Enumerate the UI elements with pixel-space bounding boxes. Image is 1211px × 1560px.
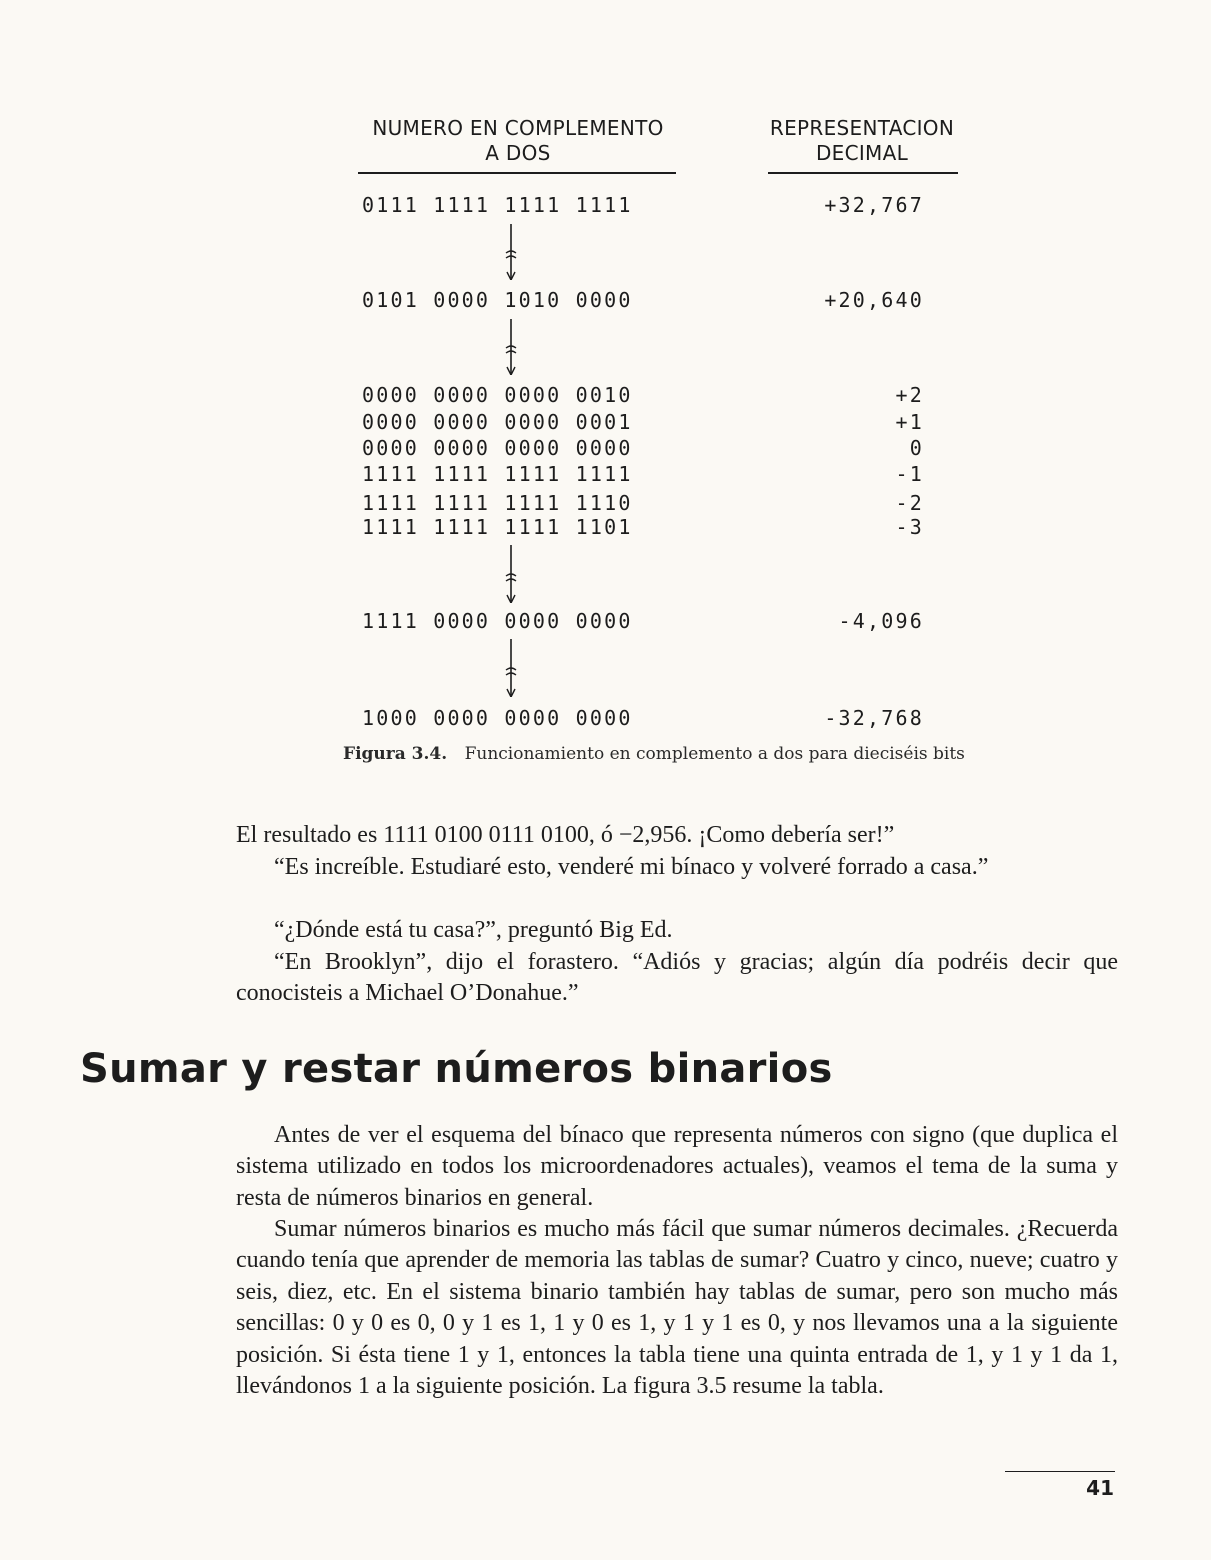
binary-value: 0000 0000 0000 0001 [362, 410, 633, 434]
paragraph: Sumar números binarios es mucho más fácil que sumar números decimales. ¿Recuerda cuando tenía que aprender de memoria las tablas de sumar? Cuatro y cinco, nueve; cuatro y seis, diez, etc. En el sistema binario también hay tablas de sumar, pero son mucho más sencillas: 0 y 0 es 0, 0 y 1 es 1, 1 y 0 es 1, y 1 y 1 es 0, y nos llevamos una a la siguiente posición. Si ésta tiene 1 y 1, entonces la tabla tiene una quinta entrada de 1, y 1 y 1 da 1, llevándonos 1 a la siguiente posición. La figura 3.5 resume la tabla. [236, 1216, 1118, 1400]
break-arrow-icon [501, 637, 521, 697]
decimal-value: -32,768 [824, 706, 924, 730]
paragraph: El resultado es 1111 0100 0111 0100, ó −2,956. ¡Como debería ser!” [236, 822, 895, 848]
break-arrow-icon [501, 543, 521, 603]
column-header-decimal [765, 116, 959, 166]
figure-caption-text: Funcionamiento en complemento a dos para dieciséis bits [464, 744, 965, 764]
binary-value: 0000 0000 0000 0010 [362, 383, 633, 407]
binary-value: 0101 0000 1010 0000 [362, 288, 633, 312]
page-number-rule [1005, 1471, 1115, 1472]
column-header-binary-line2: A DOS [485, 141, 551, 165]
decimal-value: +20,640 [824, 288, 924, 312]
header-rule-binary [358, 172, 676, 174]
paragraph: “Es increíble. Estudiaré esto, venderé mi bínaco y volveré forrado a casa.” [274, 854, 989, 880]
section-title: Sumar y restar números binarios [80, 1046, 833, 1092]
column-header-decimal-line1: REPRESENTACION [769, 116, 955, 140]
column-header-decimal-line2: DECIMAL [815, 141, 909, 165]
binary-value: 1111 1111 1111 1110 [362, 491, 633, 515]
paragraph: “En Brooklyn”, dijo el forastero. “Adiós y gracias; algún día podréis decir que conocisteis a Michael O’Donahue.” [236, 949, 1118, 1007]
binary-value: 1000 0000 0000 0000 [362, 706, 633, 730]
binary-value: 1111 0000 0000 0000 [362, 609, 633, 633]
decimal-value: -3 [895, 515, 924, 539]
binary-value: 0000 0000 0000 0000 [362, 436, 633, 460]
decimal-value: -1 [895, 462, 924, 486]
figure-caption-label: Figura 3.4. [343, 744, 448, 764]
column-header-binary-line1: NUMERO EN COMPLEMENTO [372, 116, 664, 140]
decimal-value: 0 [909, 436, 924, 460]
binary-value: 1111 1111 1111 1101 [362, 515, 633, 539]
decimal-value: +2 [895, 383, 924, 407]
decimal-value: +1 [895, 410, 924, 434]
column-header-binary [358, 116, 678, 166]
binary-value: 1111 1111 1111 1111 [362, 462, 633, 486]
break-arrow-icon [501, 315, 521, 375]
paragraph: “¿Dónde está tu casa?”, preguntó Big Ed. [274, 917, 673, 943]
header-rule-decimal [768, 172, 958, 174]
figure-caption [343, 744, 1043, 764]
decimal-value: -2 [895, 491, 924, 515]
page-number: 41 [1086, 1476, 1114, 1500]
paragraph: Antes de ver el esquema del bínaco que representa números con signo (que duplica el sistema utilizado en todos los microordenadores actuales), veamos el tema de la suma y resta de números binarios en general. [236, 1122, 1118, 1211]
binary-value: 0111 1111 1111 1111 [362, 193, 633, 217]
decimal-value: -4,096 [838, 609, 924, 633]
break-arrow-icon [501, 220, 521, 280]
decimal-value: +32,767 [824, 193, 924, 217]
